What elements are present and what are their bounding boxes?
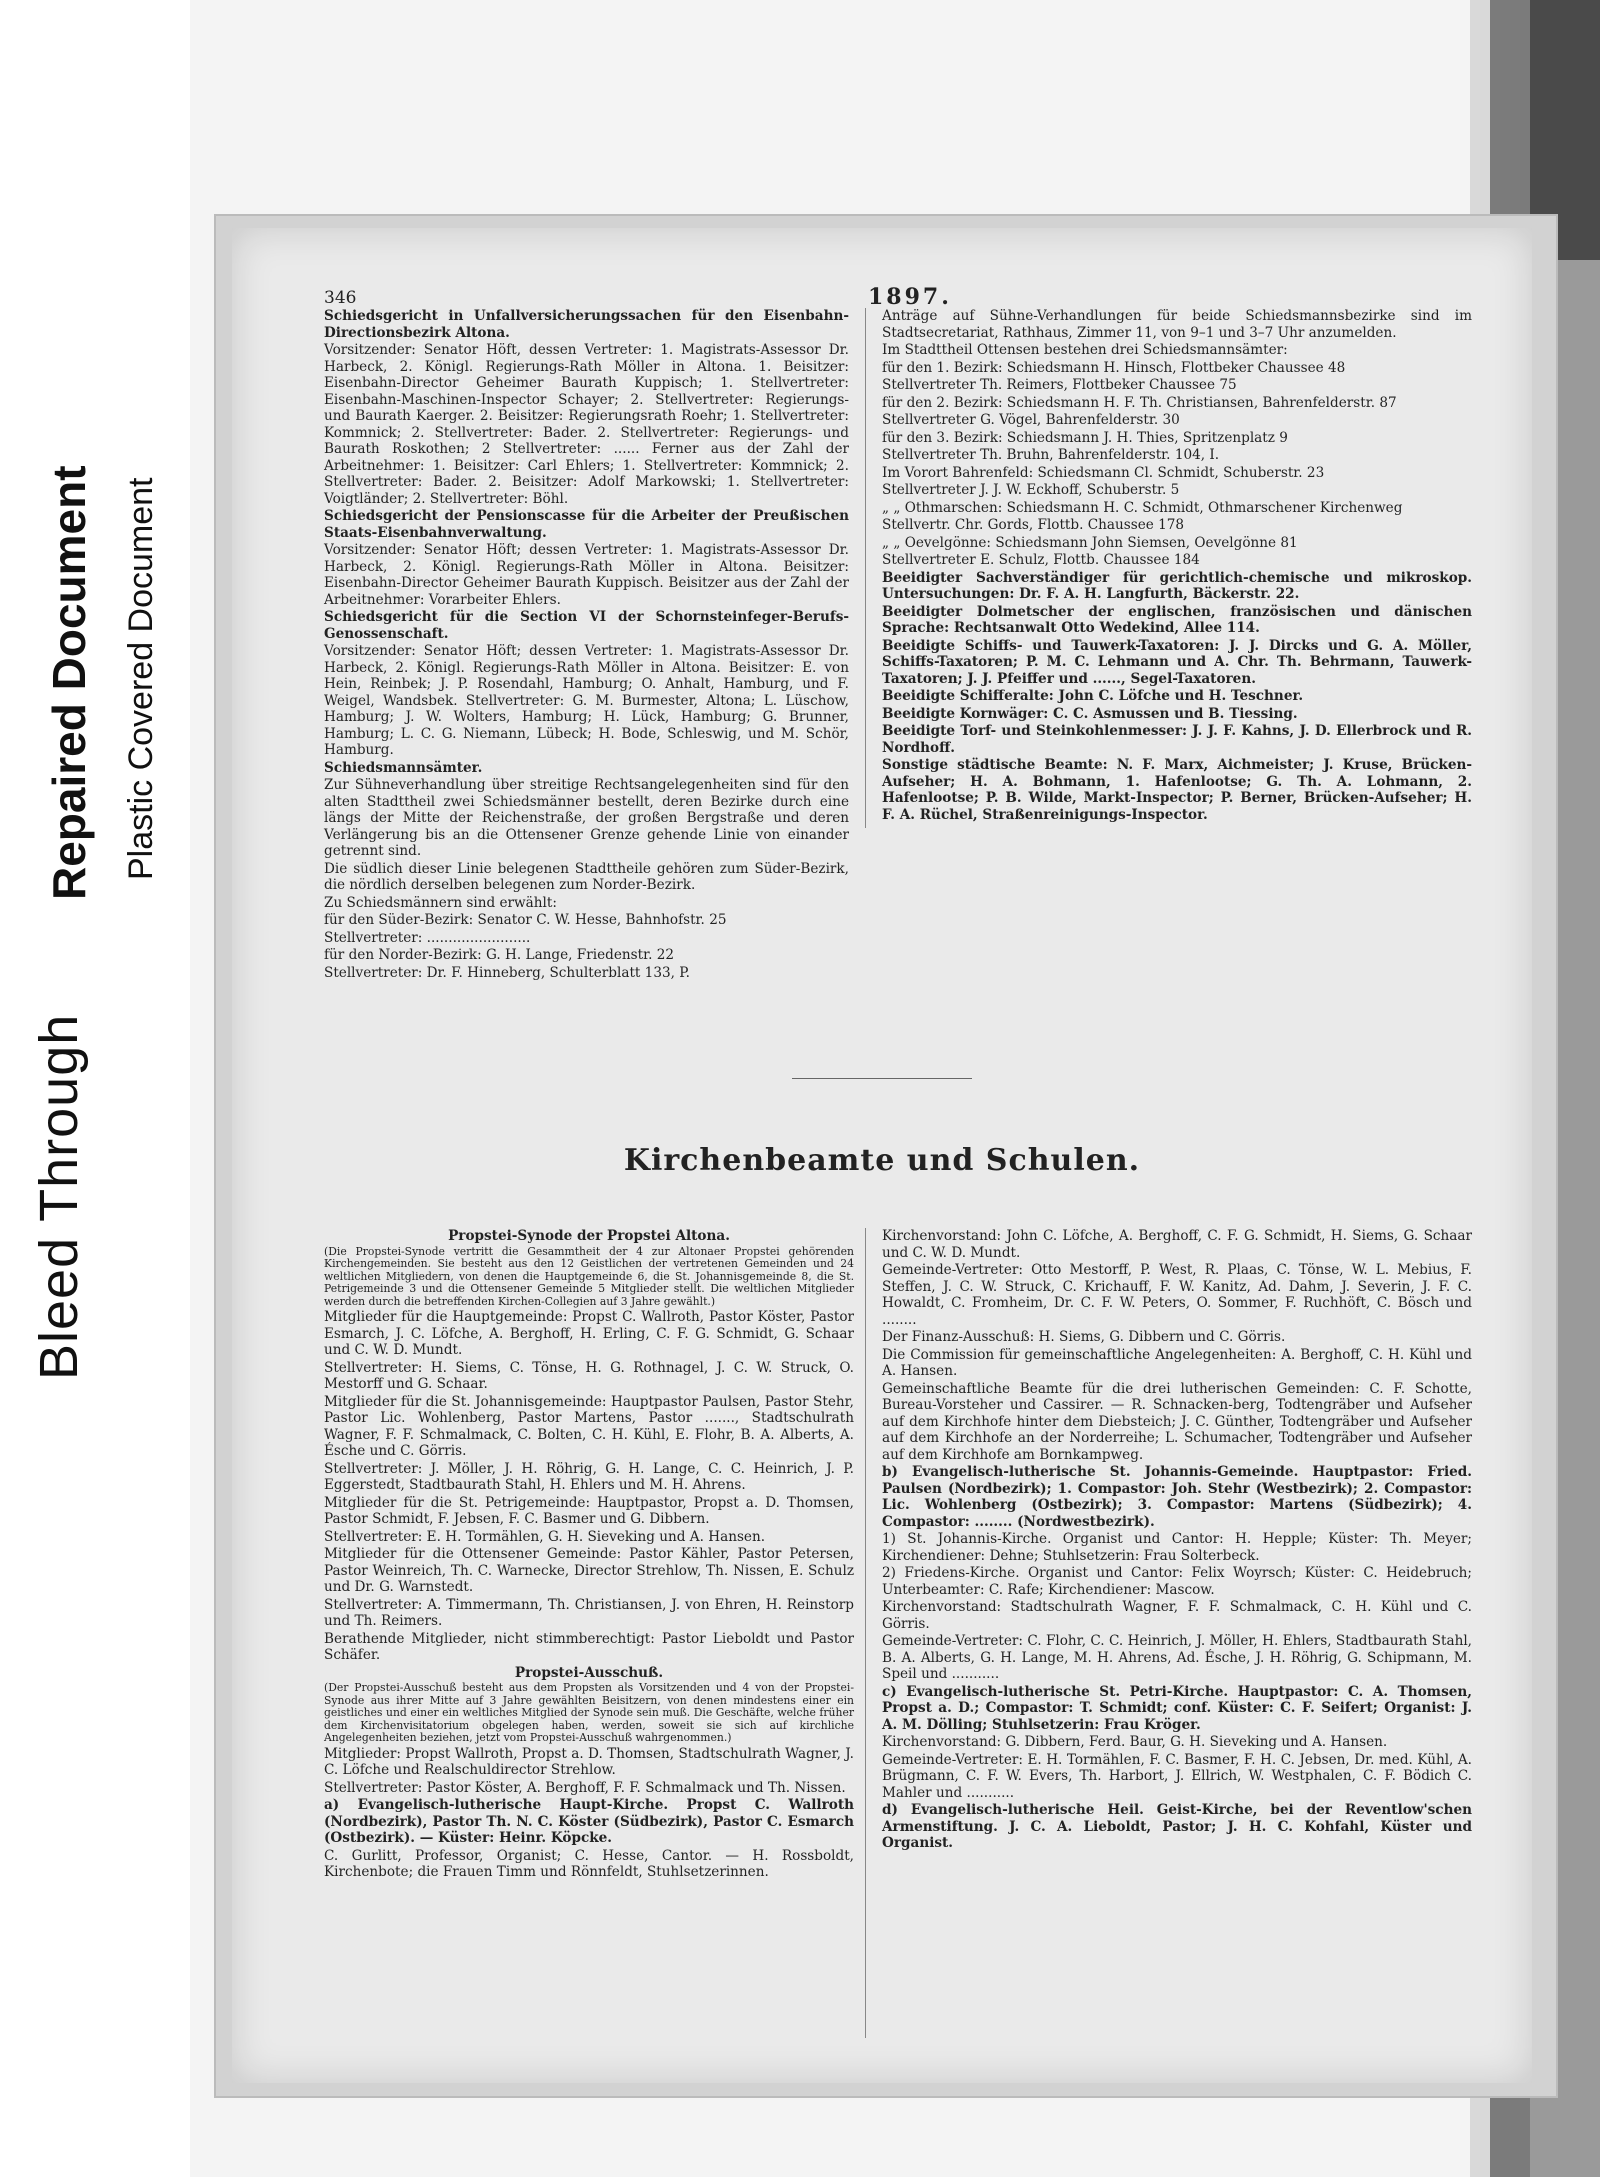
paragraph: (Die Propstei-Synode vertritt die Gesammtheit der 4 zur Altonaer Propstei gehörenden Kirchengemeinden. Sie besteht aus den 12 Geistlichen der vertretenen Gemeinden und 24 weltlichen Mitgliedern, von denen die Hauptgemeinde 6, die St. Johannisgemeinde 8, die St. Petrigemeinde 3 und die Ottensener Gemeinde 5 Mitglieder stellt. Die weltlichen Mitglieder werden durch die betreffenden Kirchen-Collegien auf 3 Jahre gewählt.) — [324, 1244, 854, 1308]
paragraph: Mitglieder für die St. Johannisgemeinde: Hauptpastor Paulsen, Pastor Stehr, Pastor Lic. Wohlenberg, Pastor Martens, Pastor ......., Stadtschulrath Wagner, F. F. Schmalmack, C. Bolten, C. H. Kühl, E. Flohr, B. A. Alberts, A. Ésche und C. Görris. — [324, 1393, 854, 1459]
paragraph: Stellvertreter: E. H. Tormählen, G. H. Sieveking und A. Hansen. — [324, 1528, 766, 1545]
paragraph: Anträge auf Sühne-Verhandlungen für beide Schiedsmannsbezirke sind im Stadtsecretariat, Rathhaus, Zimmer 11, von 9–1 und 3–7 Uhr anzumelden. — [882, 308, 1472, 341]
paragraph: Vorsitzender: Senator Höft, dessen Vertreter: 1. Magistrats-Assessor Dr. Harbeck, 2. Königl. Regierungs-Rath Möller in Altona. 1. Beisitzer: Eisenbahn-Director Geheimer Baurath Kuppisch; 1. Stellvertreter: Eisenbahn-Maschinen-Inspector Schayer; 2. Stellvertreter: Regierungs- und Baurath Kaerger. 2. Beisitzer: Regierungsrath Roehr; 1. Stellvertreter: Kommnick; 2. Stellvertreter: Bader. 2. Stellvertreter: Regierungs- und Baurath Roskothen; 2 Stellvertreter: ...... Ferner aus der Zahl der Arbeitnehmer: 1. Beisitzer: Carl Ehlers; 1. Stellvertreter: Kommnick; 2. Stellvertreter: Bader. 2. Beisitzer: Adolf Markowski; 1. Stellvertreter: Voigtländer; 2. Stellvertreter: Böhl. — [324, 342, 849, 507]
column-top-right — [882, 308, 1472, 824]
paragraph: Kirchenvorstand: Stadtschulrath Wagner, F. F. Schmalmack, C. H. Kühl und C. Görris. — [882, 1599, 1472, 1632]
paragraph: Gemeinde-Vertreter: E. H. Tormählen, F. C. Basmer, F. H. C. Jebsen, Dr. med. Kühl, A. Brügmann, C. F. W. Evers, Th. Harbort, J. Ellrich, W. Westphalen, C. F. Bödich C. Mahler und ........... — [882, 1751, 1472, 1801]
paragraph: Beeidigter Sachverständiger für gerichtlich-chemische und mikroskop. Untersuchungen: Dr. F. A. H. Langfurth, Bäckerstr. 22. — [882, 569, 1472, 602]
page-sheet — [232, 228, 1532, 2083]
paragraph: (Der Propstei-Ausschuß besteht aus dem Propsten als Vorsitzenden und 4 von der Propstei-Synode aus ihrer Mitte auf 3 Jahre gewählten Beisitzern, von denen mindestens einer ein geistliches und einer ein weltliches Mitglied der Synode sein muß. Die Geschäfte, welche früher dem Kirchenvisitatorium obgelegen haben, werden, soweit sie sich auf kirchliche Angelegenheiten beziehen, jetzt vom Propstei-Ausschuß wahrgenommen.) — [324, 1681, 854, 1744]
paragraph: Im Vorort Bahrenfeld: Schiedsmann Cl. Schmidt, Schuberstr. 23 — [882, 464, 1325, 481]
section-divider — [792, 1078, 972, 1079]
plastic-covered-label: Plastic Covered Document — [122, 477, 160, 880]
paragraph: für den 2. Bezirk: Schiedsmann H. F. Th. Christiansen, Bahrenfelderstr. 87 — [882, 394, 1397, 411]
paragraph: Schiedsmannsämter. — [324, 759, 483, 776]
column-divider-top — [865, 308, 866, 828]
paragraph: Zu Schiedsmännern sind erwählt: — [324, 894, 557, 911]
paragraph: Stellvertreter: Dr. F. Hinneberg, Schulterblatt 133, P. — [324, 964, 690, 981]
paragraph: d) Evangelisch-lutherische Heil. Geist-Kirche, bei der Reventlow'schen Armenstiftung. J. C. A. Lieboldt, Pastor; J. H. C. Kohfahl, Küster und Organist. — [882, 1802, 1472, 1851]
paragraph: Stellvertreter Th. Bruhn, Bahrenfelderstr. 104, I. — [882, 447, 1220, 463]
column-bottom-right — [882, 1228, 1472, 1853]
paragraph: C. Gurlitt, Professor, Organist; C. Hesse, Cantor. — H. Rossboldt, Kirchenbote; die Frauen Timm und Rönnfeldt, Stuhlsetzerinnen. — [324, 1847, 854, 1880]
paragraph: Beeidigter Dolmetscher der englischen, französischen und dänischen Sprache: Rechtsanwalt Otto Wedekind, Allee 114. — [882, 603, 1472, 636]
paragraph: für den 1. Bezirk: Schiedsmann H. Hinsch, Flottbeker Chaussee 48 — [882, 359, 1346, 376]
paragraph: Propstei-Synode der Propstei Altona. — [448, 1228, 730, 1244]
paragraph: Stellvertreter G. Vögel, Bahrenfelderstr. 30 — [882, 412, 1180, 428]
paragraph: Sonstige städtische Beamte: N. F. Marx, Aichmeister; J. Kruse, Brücken-Aufseher; H. A. Bohmann, 1. Hafenlootse; G. Th. A. Lohmann, 2. Hafenlootse; P. B. Wilde, Markt-Inspector; P. Berner, Brücken-Aufseher; H. F. A. Rüchel, Straßenreinigungs-Inspector. — [882, 757, 1472, 823]
paragraph: Die südlich dieser Linie belegenen Stadttheile gehören zum Süder-Bezirk, die nördlich derselben belegenen zum Norder-Bezirk. — [324, 860, 849, 893]
paragraph: Gemeinde-Vertreter: Otto Mestorff, P. West, R. Plaas, C. Tönse, W. L. Mebius, F. Steffen, J. C. W. Struck, C. Krichauff, F. W. Kanitz, Ad. Dahm, J. Severin, J. F. C. Howaldt, C. Fromheim, Dr. C. F. W. Peters, O. Sommer, F. Ruchhöft, C. Bösch und ........ — [882, 1262, 1472, 1328]
repaired-document-label: Repaired Document — [43, 465, 95, 900]
paragraph: Der Finanz-Ausschuß: H. Siems, G. Dibbern und C. Görris. — [882, 1329, 1286, 1345]
paragraph: Mitglieder für die Ottensener Gemeinde: Pastor Kähler, Pastor Petersen, Pastor Weinreich, Th. C. Warnecke, Director Strehlow, Th. Nissen, E. Schulz und Dr. G. Warnstedt. — [324, 1546, 854, 1595]
page-year: 1897. — [868, 284, 952, 310]
paragraph: Berathende Mitglieder, nicht stimmberechtigt: Pastor Lieboldt und Pastor Schäfer. — [324, 1630, 854, 1663]
paragraph: für den Norder-Bezirk: G. H. Lange, Friedenstr. 22 — [324, 947, 675, 963]
scan-label-strip — [0, 0, 190, 2177]
paragraph: Stellvertreter: A. Timmermann, Th. Christiansen, J. von Ehren, H. Reinstorp und Th. Reimers. — [324, 1596, 854, 1629]
section-title: Kirchenbeamte und Schulen. — [623, 1143, 1141, 1178]
bleed-through-label: Bleed Through — [29, 1013, 89, 1380]
paragraph: Stellvertreter: ........................ — [324, 929, 531, 946]
paragraph: Schiedsgericht der Pensionscasse für die Arbeiter der Preußischen Staats-Eisenbahnverwaltung. — [324, 508, 849, 541]
paragraph: Gemeinschaftliche Beamte für die drei lutherischen Gemeinden: C. F. Schotte, Bureau-Vorsteher und Cassirer. — R. Schnacken-berg, Todtengräber und Aufseher auf dem Kirchhofe hinter dem Diebsteich; J. C. Günther, Todtengräber und Aufseher auf dem Kirchhofe an der Norderreihe; L. Schumacher, Todtengräber und Aufseher auf dem Kirchhofe am Bornkampweg. — [882, 1380, 1472, 1463]
paragraph: Stellvertreter: Pastor Köster, A. Berghoff, F. F. Schmalmack und Th. Nissen. — [324, 1779, 846, 1796]
paragraph: Stellvertreter E. Schulz, Flottb. Chaussee 184 — [882, 552, 1200, 568]
paragraph: Beeidigte Kornwäger: C. C. Asmussen und B. Tiessing. — [882, 705, 1298, 722]
paragraph: Die Commission für gemeinschaftliche Angelegenheiten: A. Berghoff, C. H. Kühl und A. Hansen. — [882, 1346, 1472, 1379]
page-number: 346 — [324, 288, 357, 308]
paragraph: „ „ Oevelgönne: Schiedsmann John Siemsen, Oevelgönne 81 — [882, 534, 1298, 551]
paragraph: Stellvertreter Th. Reimers, Flottbeker Chaussee 75 — [882, 377, 1237, 393]
document-page — [214, 214, 1558, 2098]
paragraph: Vorsitzender: Senator Höft; dessen Vertreter: 1. Magistrats-Assessor Dr. Harbeck, 2. Königl. Regierungs-Rath Möller in Altona. Beisitzer: Eisenbahn-Director Geheimer Baurath Kuppisch. Beisitzer aus der Zahl der Arbeitnehmer: Vorarbeiter Ehlers. — [324, 542, 849, 608]
paragraph: Zur Sühneverhandlung über streitige Rechtsangelegenheiten sind für den alten Stadttheil zwei Schiedsmänner bestellt, deren Bezirke durch eine längs der Mitte der Reichenstraße, der großen Bergstraße und deren Verlängerung bis an die Ottensener Grenze gehende Linie von einander getrennt sind. — [324, 777, 849, 859]
paragraph: Stellvertreter: H. Siems, C. Tönse, H. G. Rothnagel, J. C. W. Struck, O. Mestorff und G. Schaar. — [324, 1359, 854, 1392]
paragraph: Vorsitzender: Senator Höft; dessen Vertreter: 1. Magistrats-Assessor Dr. Harbeck, 2. Königl. Regierungs-Rath Möller in Altona. Beisitzer: E. von Hein, Reinbek; J. P. Rosendahl, Hamburg; O. Anhalt, Hamburg, und F. Weigel, Wandsbek. Stellvertreter: G. M. Burmester, Altona; L. Lüschow, Hamburg; J. W. Wolters, Hamburg; H. Lück, Hamburg; G. Brunner, Hamburg; L. C. G. Niemann, Lübeck; H. Bode, Schleswig, und M. Schör, Hamburg. — [324, 643, 849, 758]
paragraph: für den Süder-Bezirk: Senator C. W. Hesse, Bahnhofstr. 25 — [324, 912, 727, 928]
paragraph: Kirchenvorstand: John C. Löfche, A. Berghoff, C. F. G. Schmidt, H. Siems, G. Schaar und C. W. D. Mundt. — [882, 1228, 1472, 1261]
paragraph: Im Stadttheil Ottensen bestehen drei Schiedsmannsämter: — [882, 342, 1288, 358]
paragraph: Kirchenvorstand: G. Dibbern, Ferd. Baur, G. H. Sieveking und A. Hansen. — [882, 1734, 1388, 1750]
paragraph: Gemeinde-Vertreter: C. Flohr, C. C. Heinrich, J. Möller, H. Ehlers, Stadtbaurath Stahl, B. A. Alberts, G. H. Lange, M. H. Ahrens, Ad. Ésche, J. H. Röhrig, G. Schipmann, M. Speil und ........... — [882, 1633, 1472, 1682]
paragraph: „ „ Othmarschen: Schiedsmann H. C. Schmidt, Othmarschener Kirchenweg — [882, 499, 1403, 516]
paragraph: 2) Friedens-Kirche. Organist und Cantor: Felix Woyrsch; Küster: C. Heidebruch; Unterbeamter: C. Rafe; Kirchendiener: Mascow. — [882, 1565, 1472, 1598]
paragraph: Propstei-Ausschuß. — [514, 1664, 664, 1681]
paragraph: a) Evangelisch-lutherische Haupt-Kirche. Propst C. Wallroth (Nordbezirk), Pastor Th. N. C. Köster (Südbezirk), Pastor C. Esmarch (Ostbezirk). — Küster: Heinr. Köpcke. — [324, 1797, 854, 1846]
paragraph: Stellvertreter J. J. W. Eckhoff, Schuberstr. 5 — [882, 482, 1180, 498]
paragraph: Beeidigte Torf- und Steinkohlenmesser: J. J. F. Kahns, J. D. Ellerbrock und R. Nordhoff. — [882, 723, 1472, 756]
paragraph: Beeidigte Schiffs- und Tauwerk-Taxatoren: J. J. Dircks und G. A. Möller, Schiffs-Taxatoren; P. M. C. Lehmann und A. Chr. Th. Behrmann, Tauwerk-Taxatoren; J. J. Pfeiffer und ......, Segel-Taxatoren. — [882, 637, 1472, 687]
column-divider-bottom — [865, 1228, 866, 2038]
paragraph: Schiedsgericht in Unfallversicherungssachen für den Eisenbahn-Directionsbezirk Altona. — [324, 308, 849, 341]
paragraph: Mitglieder für die St. Petrigemeinde: Hauptpastor, Propst a. D. Thomsen, Pastor Schmidt, F. Jebsen, F. C. Basmer und G. Dibbern. — [324, 1494, 854, 1527]
column-top-left — [324, 308, 849, 982]
paragraph: Beeidigte Schifferalte: John C. Löfche und H. Teschner. — [882, 688, 1304, 704]
paragraph: b) Evangelisch-lutherische St. Johannis-Gemeinde. Hauptpastor: Fried. Paulsen (Nordbezirk); 1. Compastor: Joh. Stehr (Westbezirk); 2. Compastor: Lic. Wohlenberg (Ostbezirk); 3. Compastor: Martens (Südbezirk); 4. Compastor: ........ (Nordwestbezirk). — [882, 1464, 1472, 1530]
paragraph: für den 3. Bezirk: Schiedsmann J. H. Thies, Spritzenplatz 9 — [882, 429, 1288, 446]
paragraph: 1) St. Johannis-Kirche. Organist und Cantor: H. Hepple; Küster: Th. Meyer; Kirchendiener: Dehne; Stuhlsetzerin: Frau Solterbeck. — [882, 1531, 1472, 1564]
paragraph: Mitglieder für die Hauptgemeinde: Propst C. Wallroth, Pastor Köster, Pastor Esmarch, J. C. Löfche, A. Berghoff, H. Erling, C. F. G. Schmidt, G. Schaar und C. W. D. Mundt. — [324, 1309, 854, 1358]
paragraph: Stellvertr. Chr. Gords, Flottb. Chaussee 178 — [882, 517, 1185, 533]
column-bottom-left — [324, 1228, 854, 1882]
paragraph: Schiedsgericht für die Section VI der Schornsteinfeger-Berufs-Genossenschaft. — [324, 609, 849, 642]
paragraph: Mitglieder: Propst Wallroth, Propst a. D. Thomsen, Stadtschulrath Wagner, J. C. Löfche und Realschuldirector Strehlow. — [324, 1745, 854, 1778]
paragraph: c) Evangelisch-lutherische St. Petri-Kirche. Hauptpastor: C. A. Thomsen, Propst a. D.; Compastor: T. Schmidt; conf. Küster: C. F. Seifert; Organist: J. A. M. Dölling; Stuhlsetzerin: Frau Kröger. — [882, 1683, 1472, 1733]
paragraph: Stellvertreter: J. Möller, J. H. Röhrig, G. H. Lange, C. C. Heinrich, J. P. Eggerstedt, Stadtbaurath Stahl, H. Ehlers und M. H. Ahrens. — [324, 1460, 854, 1493]
